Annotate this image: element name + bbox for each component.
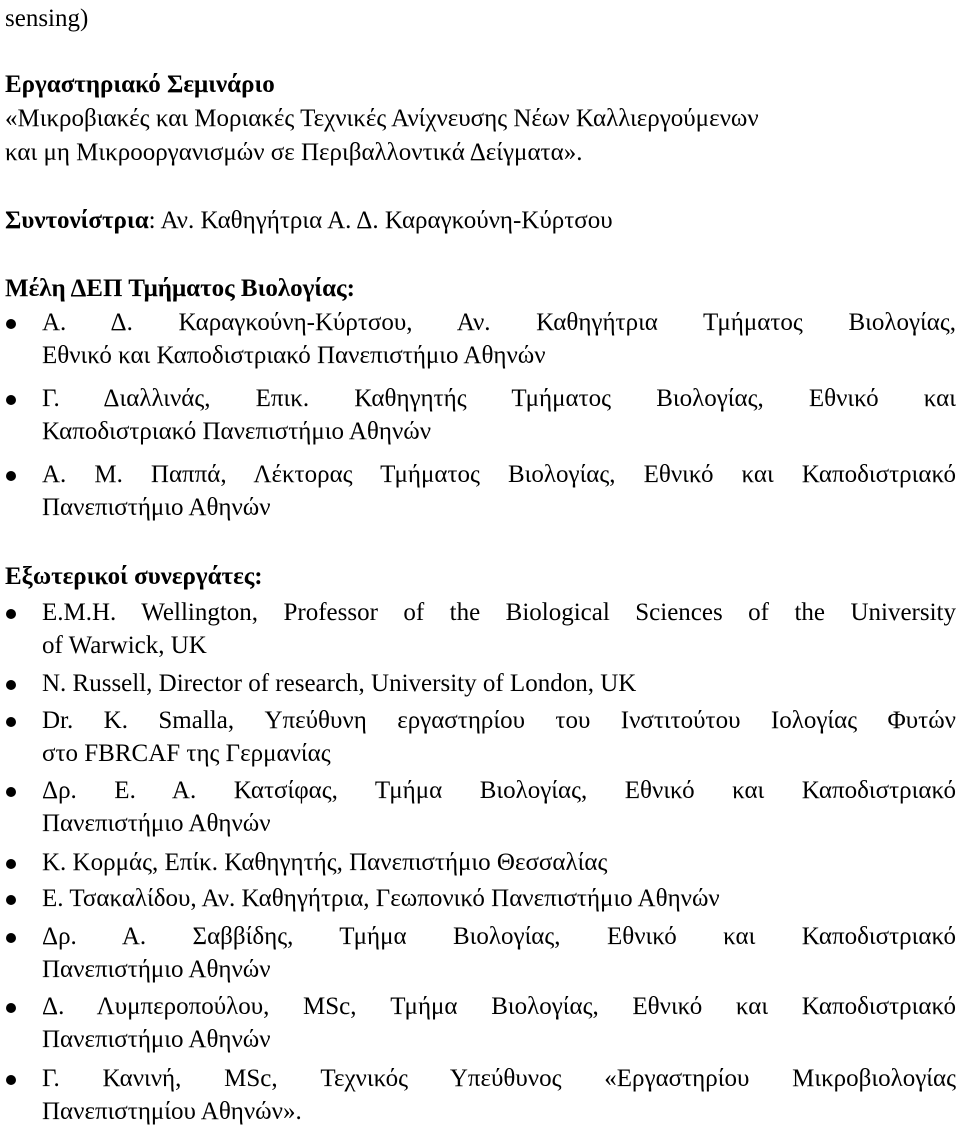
bullet-icon <box>6 680 16 690</box>
bullet-icon <box>6 609 16 619</box>
item-line1: Ε. Τσακαλίδου, Αν. Καθηγήτρια, Γεωπονικό Πανεπιστήμιο Αθηνών <box>42 885 720 912</box>
item-line2: Πανεπιστήμιο Αθηνών <box>42 810 271 837</box>
external-list-item <box>42 667 956 700</box>
item-line1: Α. Δ. Καραγκούνη-Κύρτσου, Αν. Καθηγήτρια Τμήματος Βιολογίας, <box>42 309 956 336</box>
bullet-icon <box>6 859 16 869</box>
item-line2: Καποδιστριακό Πανεπιστήμιο Αθηνών <box>42 418 432 445</box>
external-list-item <box>42 774 956 840</box>
bullet-icon <box>6 395 16 405</box>
bullet-icon <box>6 319 16 329</box>
bullet-icon <box>6 717 16 727</box>
seminar-title: Εργαστηριακό Σεμινάριο <box>5 71 275 98</box>
external-list-item <box>42 990 956 1056</box>
intro-tail-text: sensing) <box>5 5 89 32</box>
bullet-icon <box>6 471 16 481</box>
faculty-list-item <box>42 306 956 372</box>
item-line2: Εθνικό και Καποδιστριακό Πανεπιστήμιο Αθηνών <box>42 342 546 369</box>
bullet-icon <box>6 1075 16 1085</box>
external-list-item <box>42 846 956 879</box>
item-line2: Πανεπιστήμιο Αθηνών <box>42 1026 271 1053</box>
coordinator-line <box>5 204 613 237</box>
bullet-icon <box>6 787 16 797</box>
item-line1: Δ. Λυμπεροπούλου, MSc, Τμήμα Βιολογίας, Εθνικό και Καποδιστριακό <box>42 993 956 1020</box>
item-line1: Κ. Κορμάς, Επίκ. Καθηγητής, Πανεπιστήμιο Θεσσαλίας <box>42 849 608 876</box>
bullet-icon <box>6 933 16 943</box>
item-line1: Γ. Διαλλινάς, Επικ. Καθηγητής Τμήματος Βιολογίας, Εθνικό και <box>42 385 956 412</box>
external-heading: Εξωτερικοί συνεργάτες: <box>5 563 263 590</box>
item-line1: Δρ. Α. Σαββίδης, Τμήμα Βιολογίας, Εθνικό και Καποδιστριακό <box>42 923 956 950</box>
bullet-icon <box>6 895 16 905</box>
coordinator-label: Συντονίστρια <box>5 207 149 234</box>
item-line1: Δρ. Ε. Α. Κατσίφας, Τμήμα Βιολογίας, Εθνικό και Καποδιστριακό <box>42 777 956 804</box>
faculty-heading: Μέλη ΔΕΠ Τμήματος Βιολογίας: <box>5 275 355 302</box>
external-list-item <box>42 920 956 986</box>
item-line2: στο FBRCAF της Γερμανίας <box>42 740 331 767</box>
faculty-list-item <box>42 458 956 524</box>
external-list-item <box>42 882 956 915</box>
seminar-subtitle-line2: και μη Μικροοργανισμών σε Περιβαλλοντικά Δείγματα». <box>5 139 583 166</box>
external-list-item <box>42 704 956 770</box>
item-line1: Dr. K. Smalla, Υπεύθυνη εργαστηρίου του Ινστιτούτου Ιολογίας Φυτών <box>42 707 956 734</box>
coordinator-value: : Αν. Καθηγήτρια Α. Δ. Καραγκούνη-Κύρτσου <box>148 207 613 234</box>
seminar-subtitle-line1: «Μικροβιακές και Μοριακές Τεχνικές Ανίχνευσης Νέων Καλλιεργούμενων <box>5 105 759 132</box>
item-line2: Πανεπιστήμιο Αθηνών <box>42 494 271 521</box>
faculty-list-item <box>42 382 956 448</box>
item-line1: N. Russell, Director of research, University of London, UK <box>42 670 637 697</box>
external-list-item <box>42 596 956 662</box>
external-list-item <box>42 1062 956 1128</box>
item-line1: Γ. Κανινή, MSc, Τεχνικός Υπεύθυνος «Εργαστηρίου Μικροβιολογίας <box>42 1065 956 1092</box>
item-line2: of Warwick, UK <box>42 632 207 659</box>
bullet-icon <box>6 1003 16 1013</box>
item-line1: Α. Μ. Παππά, Λέκτορας Τμήματος Βιολογίας, Εθνικό και Καποδιστριακό <box>42 461 956 488</box>
item-line2: Πανεπιστήμιο Αθηνών <box>42 956 271 983</box>
item-line2: Πανεπιστημίου Αθηνών». <box>42 1098 302 1125</box>
item-line1: E.M.H. Wellington, Professor of the Biological Sciences of the University <box>42 599 956 626</box>
